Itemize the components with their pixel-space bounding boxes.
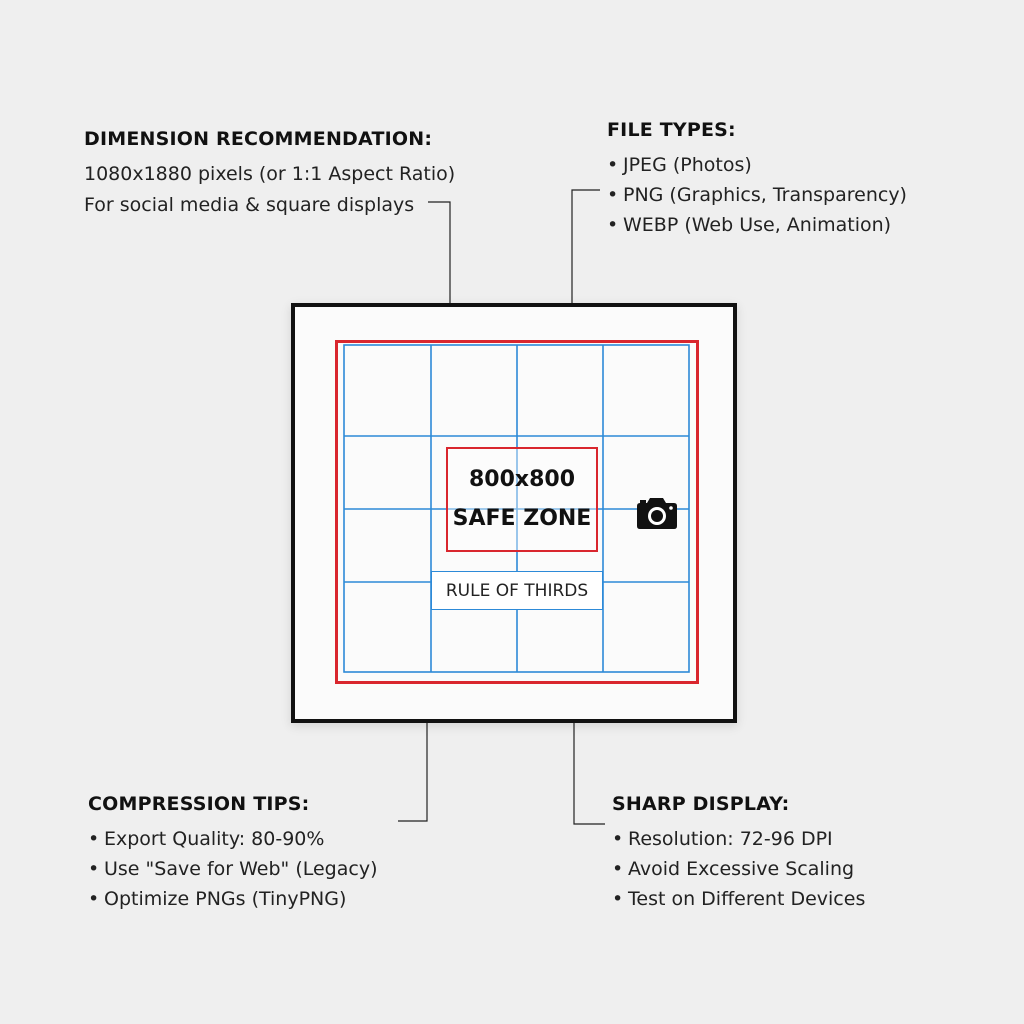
camera-icon [636,496,678,530]
sharp-display-list [612,824,865,914]
compression-item: • Use "Save for Web" (Legacy) [88,854,377,884]
compression-item: • Optimize PNGs (TinyPNG) [88,884,377,914]
safe-zone-size: 800x800 [468,467,576,492]
sharp-display-item: • Resolution: 72-96 DPI [612,824,865,854]
compression-item: • Export Quality: 80-90% [88,824,377,854]
dimension-pixels-text: 1080x1880 pixels (or 1:1 Aspect Ratio) [84,163,456,185]
sharp-display-title: SHARP DISPLAY: [612,793,790,815]
file-type-item: • JPEG (Photos) [607,150,907,180]
dimension-usage-text: For social media & square displays [84,194,415,216]
safe-zone-box [446,447,598,552]
compression-tips-section [88,793,377,914]
sharp-display-section [612,793,865,914]
file-types-title: FILE TYPES: [607,119,736,141]
safe-zone-label: SAFE ZONE [452,506,592,531]
sharp-display-item: • Test on Different Devices [612,884,865,914]
dimension-title: DIMENSION RECOMMENDATION: [84,128,433,150]
file-type-item: • PNG (Graphics, Transparency) [607,180,907,210]
rule-of-thirds-label: RULE OF THIRDS [431,571,603,610]
file-type-item: • WEBP (Web Use, Animation) [607,210,907,240]
compression-list [88,824,377,914]
sharp-display-item: • Avoid Excessive Scaling [612,854,865,884]
compression-title: COMPRESSION TIPS: [88,793,310,815]
